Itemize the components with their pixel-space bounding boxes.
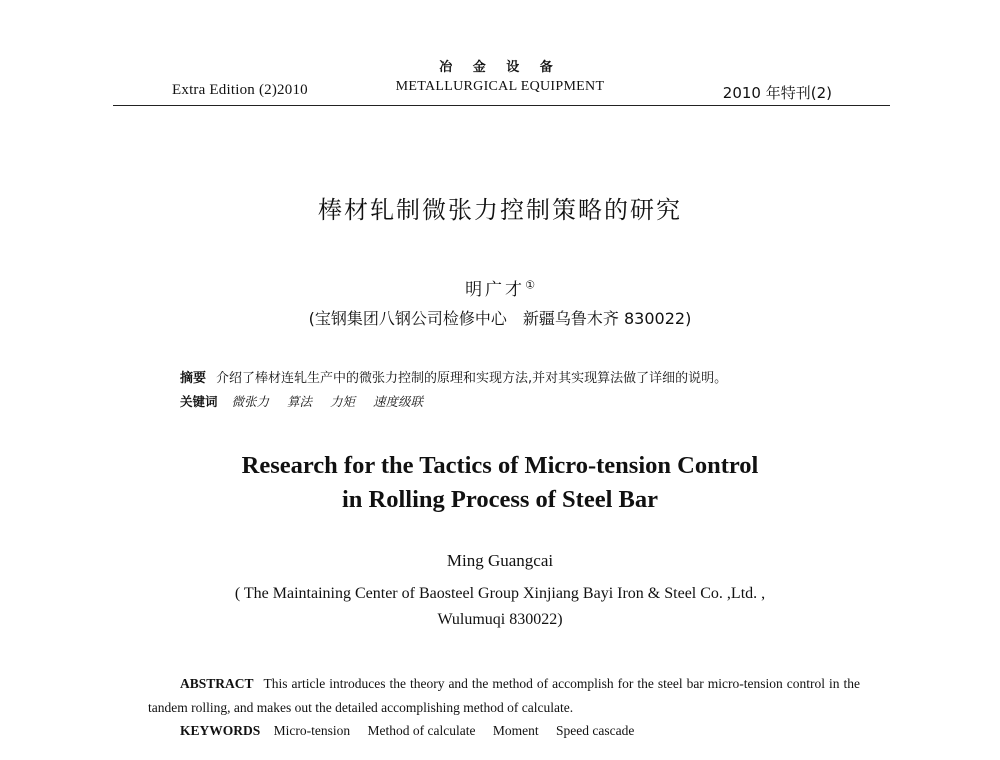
journal-name [380,60,620,96]
english-abstract-text: This article introduces the theory and the method of accomplish for the steel bar micro-tension control in the tandem rolling, and makes out the detailed accomplishing method of calculate. [148,676,860,715]
chinese-abstract [180,367,880,386]
journal-name-en: METALLURGICAL EQUIPMENT [395,79,605,94]
chinese-keywords-label: 关键词 [180,394,218,409]
english-keyword: Method of calculate [367,723,476,738]
english-keywords-label: KEYWORDS [180,723,261,738]
english-affiliation-line: Wulumuqi 830022) [437,611,563,628]
english-author: Ming Guangcai [446,551,554,570]
english-abstract [148,672,860,720]
english-title-line: in Rolling Process of Steel Bar [342,486,658,513]
header-issue: 2010 年特刊(2) [722,84,832,102]
chinese-keyword: 力矩 [330,394,356,409]
english-keyword: Moment [492,723,539,738]
english-affiliation-line: ( The Maintaining Center of Baosteel Group Xinjiang Bayi Iron & Steel Co. ,Ltd. , [234,585,766,602]
english-keyword: Micro-tension [273,723,351,738]
chinese-keywords [180,392,880,410]
english-title-line: Research for the Tactics of Micro-tension Control [241,452,759,479]
chinese-keyword: 速度级联 [373,394,424,409]
chinese-author-name: 明广才 [465,280,526,300]
chinese-author [0,275,1000,300]
header-divider [113,105,890,106]
english-keywords [180,723,860,739]
chinese-keyword: 算法 [287,394,313,409]
author-footnote-mark: ① [525,278,535,292]
english-abstract-label: ABSTRACT [180,676,254,691]
chinese-affiliation: (宝钢集团八钢公司检修中心 新疆乌鲁木齐 830022) [308,309,692,328]
journal-name-cn: 冶 金 设 备 [439,60,561,75]
chinese-keyword: 微张力 [231,394,270,409]
chinese-abstract-label: 摘要 [180,371,207,386]
chinese-title: 棒材轧制微张力控制策略的研究 [318,196,682,224]
english-affiliation [200,581,800,633]
english-keyword: Speed cascade [555,723,635,738]
english-title [0,449,1000,517]
header-edition: Extra Edition (2)2010 [172,82,308,98]
chinese-abstract-text: 介绍了棒材连轧生产中的微张力控制的原理和实现方法,并对其实现算法做了详细的说明。 [216,371,728,386]
